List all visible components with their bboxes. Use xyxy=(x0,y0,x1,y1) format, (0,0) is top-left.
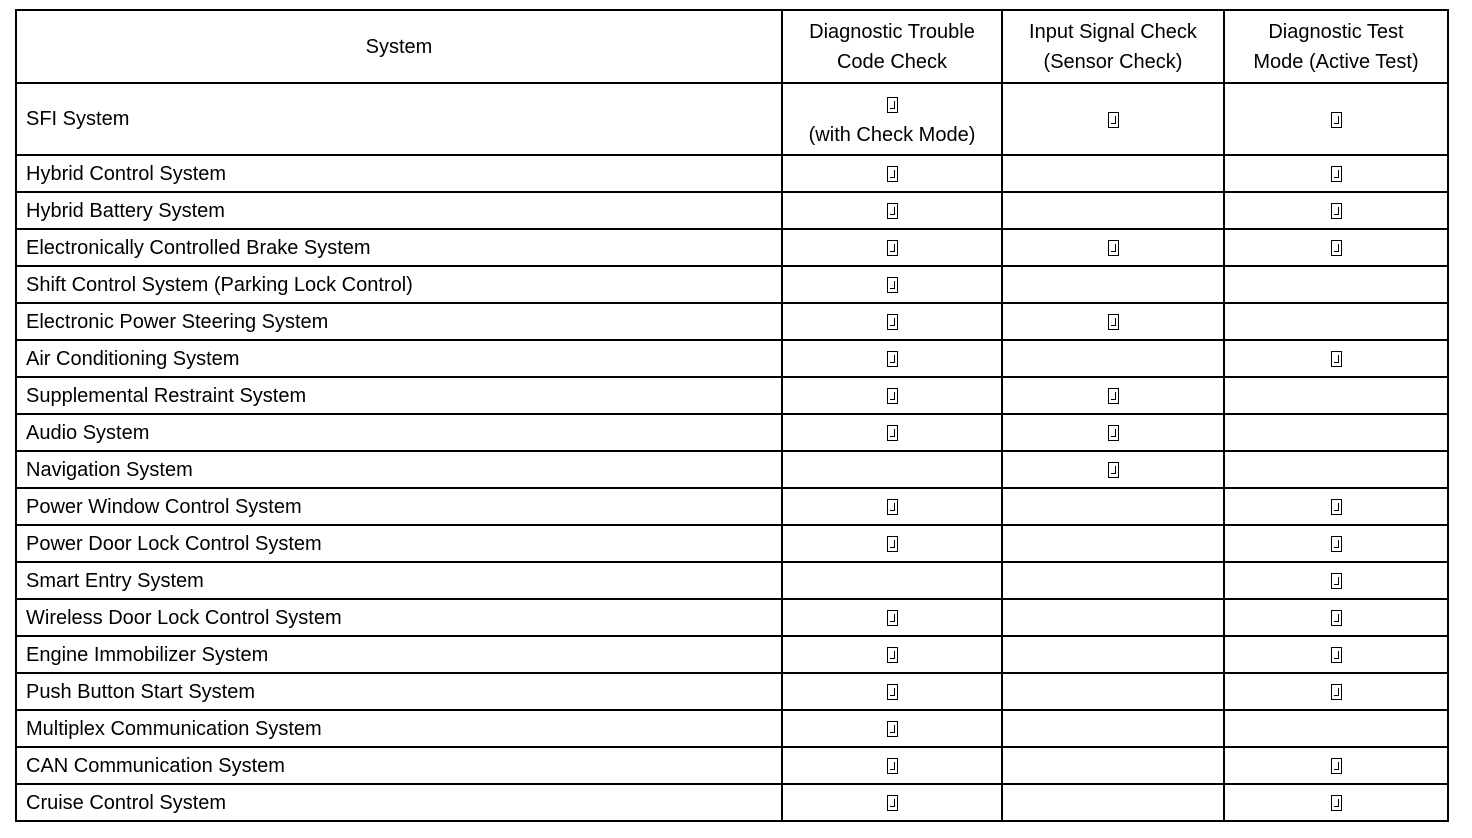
table-row xyxy=(16,747,1448,784)
table-row xyxy=(16,525,1448,562)
input-signal-check-cell xyxy=(1002,710,1224,747)
active-test-cell xyxy=(1224,155,1448,192)
header-active-line-1: Diagnostic Test xyxy=(1268,20,1404,43)
dtc-check-cell xyxy=(782,229,1002,266)
table-header-row xyxy=(16,10,1448,83)
diagnostic-function-table xyxy=(15,9,1449,822)
system-name-cell: Hybrid Battery System xyxy=(16,192,782,229)
check-box-icon xyxy=(1331,795,1342,811)
table-row xyxy=(16,599,1448,636)
table-row xyxy=(16,155,1448,192)
dtc-check-cell xyxy=(782,784,1002,821)
header-dtc-line-2: Code Check xyxy=(836,50,948,73)
check-box-icon xyxy=(1331,351,1342,367)
table-row xyxy=(16,488,1448,525)
table-row xyxy=(16,636,1448,673)
input-signal-check-cell xyxy=(1002,266,1224,303)
system-name-cell: Wireless Door Lock Control System xyxy=(16,599,782,636)
check-box-icon xyxy=(1331,112,1342,128)
table-row xyxy=(16,192,1448,229)
dtc-check-cell xyxy=(782,710,1002,747)
dtc-check-cell xyxy=(782,266,1002,303)
dtc-check-cell xyxy=(782,488,1002,525)
active-test-cell xyxy=(1224,673,1448,710)
check-box-icon xyxy=(887,499,898,515)
header-active-test xyxy=(1224,10,1448,83)
input-signal-check-cell xyxy=(1002,229,1224,266)
system-name-cell: Multiplex Communication System xyxy=(16,710,782,747)
system-name-cell: CAN Communication System xyxy=(16,747,782,784)
table-row xyxy=(16,377,1448,414)
input-signal-check-cell xyxy=(1002,155,1224,192)
system-name-cell: Supplemental Restraint System xyxy=(16,377,782,414)
check-box-icon xyxy=(1331,499,1342,515)
table-row xyxy=(16,562,1448,599)
active-test-cell xyxy=(1224,488,1448,525)
system-name-cell: Hybrid Control System xyxy=(16,155,782,192)
check-box-icon xyxy=(1108,388,1119,404)
system-name-cell: SFI System xyxy=(16,83,782,155)
check-box-icon xyxy=(1108,425,1119,441)
system-name-cell: Shift Control System (Parking Lock Control) xyxy=(16,266,782,303)
check-box-icon xyxy=(887,277,898,293)
active-test-cell xyxy=(1224,562,1448,599)
active-test-cell xyxy=(1224,747,1448,784)
active-test-cell xyxy=(1224,303,1448,340)
check-box-icon xyxy=(1331,647,1342,663)
table-row xyxy=(16,340,1448,377)
system-name-cell: Air Conditioning System xyxy=(16,340,782,377)
table-row xyxy=(16,673,1448,710)
input-signal-check-cell xyxy=(1002,784,1224,821)
table-row xyxy=(16,414,1448,451)
input-signal-check-cell xyxy=(1002,599,1224,636)
check-box-icon xyxy=(887,240,898,256)
table-row xyxy=(16,710,1448,747)
dtc-check-cell xyxy=(782,414,1002,451)
active-test-cell xyxy=(1224,636,1448,673)
dtc-check-cell xyxy=(782,155,1002,192)
check-box-icon xyxy=(887,758,898,774)
input-signal-check-cell xyxy=(1002,525,1224,562)
check-box-icon xyxy=(1331,610,1342,626)
check-box-icon xyxy=(887,795,898,811)
header-dtc-line-1: Diagnostic Trouble xyxy=(809,20,975,43)
dtc-check-cell xyxy=(782,303,1002,340)
check-box-icon xyxy=(887,425,898,441)
system-name-cell: Power Door Lock Control System xyxy=(16,525,782,562)
check-box-icon xyxy=(887,647,898,663)
dtc-check-cell xyxy=(782,340,1002,377)
header-input-line-2: (Sensor Check) xyxy=(1043,50,1183,73)
dtc-check-cell xyxy=(782,451,1002,488)
input-signal-check-cell xyxy=(1002,636,1224,673)
check-box-icon xyxy=(1331,573,1342,589)
active-test-cell xyxy=(1224,599,1448,636)
table-row xyxy=(16,266,1448,303)
dtc-check-cell xyxy=(782,636,1002,673)
input-signal-check-cell xyxy=(1002,340,1224,377)
check-box-icon xyxy=(887,166,898,182)
check-box-icon xyxy=(887,536,898,552)
active-test-cell xyxy=(1224,192,1448,229)
check-box-icon xyxy=(887,721,898,737)
check-box-icon xyxy=(1331,758,1342,774)
active-test-cell xyxy=(1224,784,1448,821)
system-name-cell: Smart Entry System xyxy=(16,562,782,599)
table-row xyxy=(16,784,1448,821)
dtc-check-cell xyxy=(782,599,1002,636)
dtc-check-cell xyxy=(782,673,1002,710)
input-signal-check-cell xyxy=(1002,303,1224,340)
input-signal-check-cell xyxy=(1002,377,1224,414)
check-box-icon xyxy=(1331,240,1342,256)
system-name-cell: Engine Immobilizer System xyxy=(16,636,782,673)
system-name-cell: Electronic Power Steering System xyxy=(16,303,782,340)
input-signal-check-cell xyxy=(1002,488,1224,525)
dtc-note: (with Check Mode) xyxy=(808,124,976,146)
check-box-icon xyxy=(1331,166,1342,182)
active-test-cell xyxy=(1224,451,1448,488)
check-box-icon xyxy=(1331,684,1342,700)
table-body xyxy=(16,83,1448,821)
check-box-icon xyxy=(887,388,898,404)
header-input-line-1: Input Signal Check xyxy=(1029,20,1197,43)
input-signal-check-cell xyxy=(1002,673,1224,710)
check-box-icon xyxy=(887,351,898,367)
table-row xyxy=(16,451,1448,488)
input-signal-check-cell xyxy=(1002,562,1224,599)
input-signal-check-cell xyxy=(1002,747,1224,784)
check-box-icon xyxy=(1108,462,1119,478)
system-name-cell: Power Window Control System xyxy=(16,488,782,525)
input-signal-check-cell xyxy=(1002,192,1224,229)
dtc-check-cell xyxy=(782,377,1002,414)
dtc-check-cell xyxy=(782,192,1002,229)
check-box-icon xyxy=(1331,203,1342,219)
dtc-check-cell xyxy=(782,525,1002,562)
check-box-icon xyxy=(887,610,898,626)
input-signal-check-cell xyxy=(1002,83,1224,155)
system-name-cell: Push Button Start System xyxy=(16,673,782,710)
active-test-cell xyxy=(1224,525,1448,562)
input-signal-check-cell xyxy=(1002,451,1224,488)
dtc-check-cell xyxy=(782,562,1002,599)
check-box-icon xyxy=(1108,240,1119,256)
system-name-cell: Audio System xyxy=(16,414,782,451)
active-test-cell xyxy=(1224,377,1448,414)
header-input-signal-check xyxy=(1002,10,1224,83)
header-system: System xyxy=(16,10,782,83)
check-box-icon xyxy=(887,97,898,113)
check-box-icon xyxy=(887,203,898,219)
check-box-icon xyxy=(1108,112,1119,128)
header-dtc-check xyxy=(782,10,1002,83)
system-name-cell: Electronically Controlled Brake System xyxy=(16,229,782,266)
check-box-icon xyxy=(1331,536,1342,552)
dtc-check-cell xyxy=(782,747,1002,784)
table-row xyxy=(16,303,1448,340)
system-name-cell: Navigation System xyxy=(16,451,782,488)
active-test-cell xyxy=(1224,83,1448,155)
active-test-cell xyxy=(1224,710,1448,747)
table-row xyxy=(16,229,1448,266)
check-box-icon xyxy=(1108,314,1119,330)
check-box-icon xyxy=(887,314,898,330)
header-active-line-2: Mode (Active Test) xyxy=(1253,50,1419,73)
active-test-cell xyxy=(1224,229,1448,266)
input-signal-check-cell xyxy=(1002,414,1224,451)
dtc-check-cell xyxy=(782,83,1002,155)
table-row xyxy=(16,83,1448,155)
active-test-cell xyxy=(1224,340,1448,377)
active-test-cell xyxy=(1224,414,1448,451)
check-box-icon xyxy=(887,684,898,700)
active-test-cell xyxy=(1224,266,1448,303)
system-name-cell: Cruise Control System xyxy=(16,784,782,821)
